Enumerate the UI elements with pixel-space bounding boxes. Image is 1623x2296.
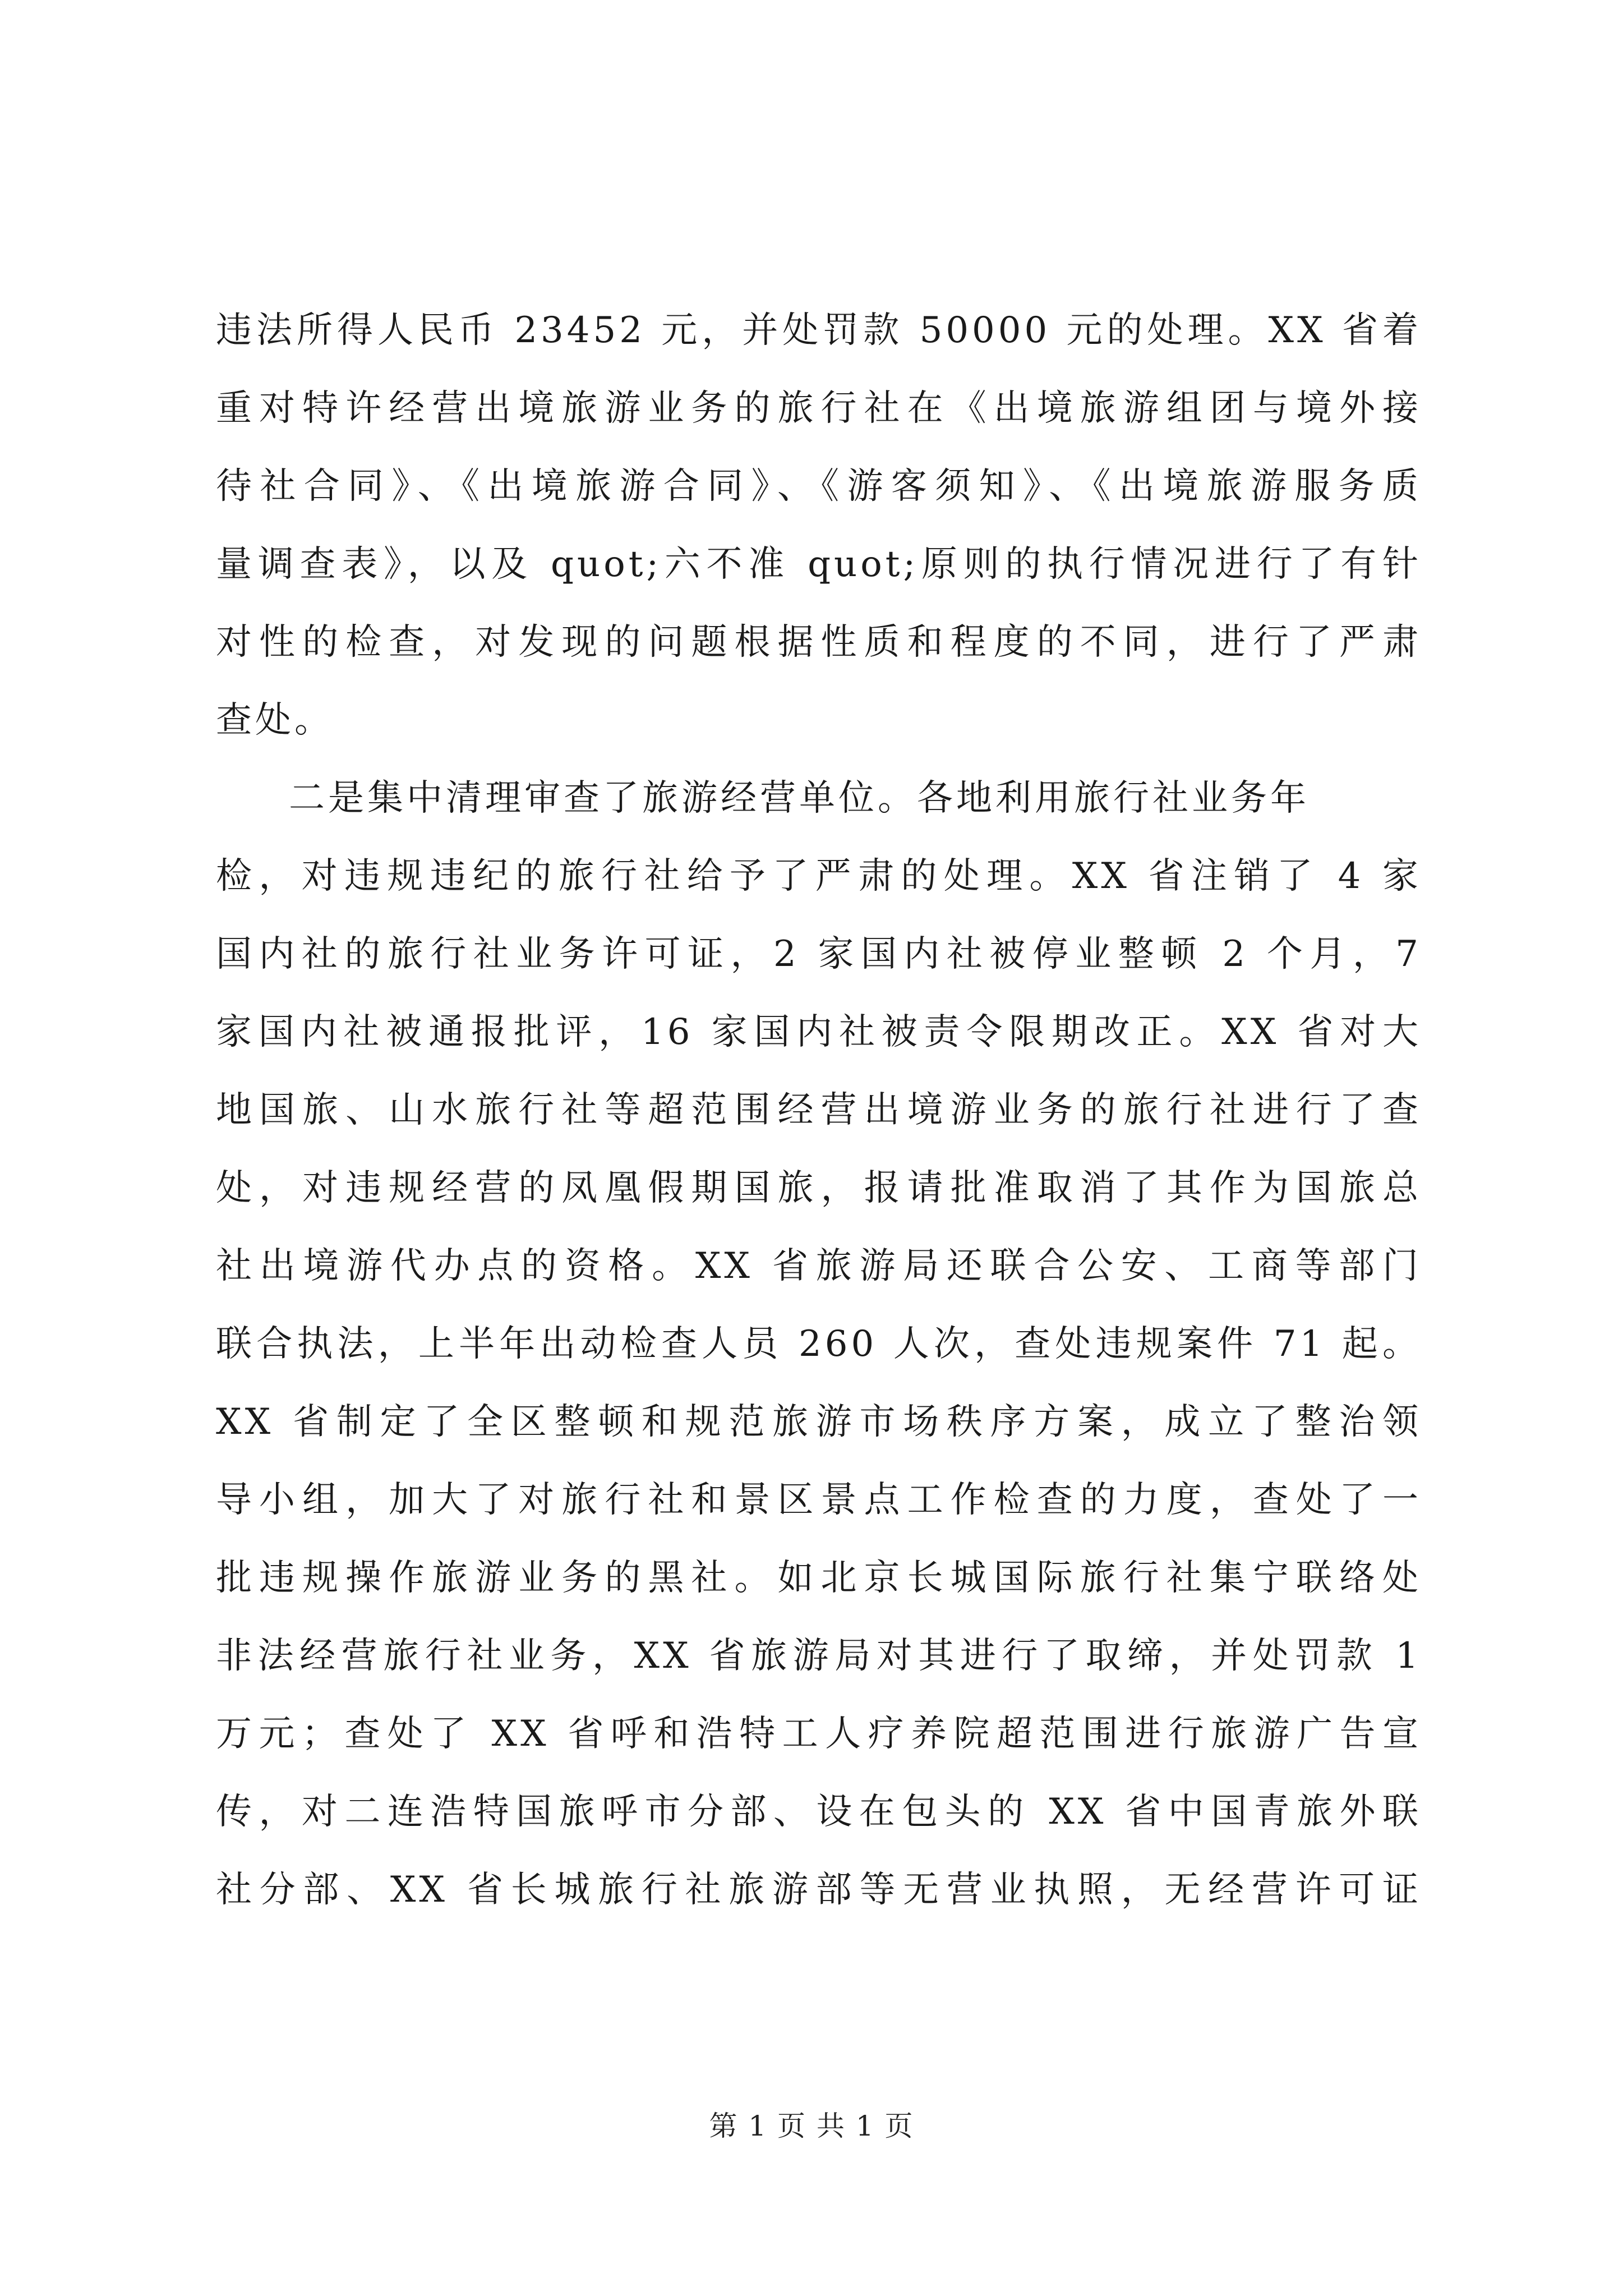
paragraph-2-line-1: 二是集中清理审查了旅游经营单位。各地利用旅行社业务年	[289, 777, 1310, 819]
paragraph-2-line-14: 传，对二连浩特国旅呼市分部、设在包头的 XX 省中国青旅外联	[216, 1791, 1422, 1833]
paragraph-1-line-1: 违法所得人民币 23452 元，并处罚款 50000 元的处理。XX 省着	[216, 310, 1422, 351]
paragraph-2-line-15: 社分部、XX 省长城旅行社旅游部等无营业执照，无经营许可证	[216, 1869, 1422, 1911]
document-body	[216, 292, 1422, 1929]
paragraph-2-line-2: 检，对违规违纪的旅行社给予了严肃的处理。XX 省注销了 4 家	[216, 855, 1422, 897]
paragraph-2-line-10: 导小组，加大了对旅行社和景区景点工作检查的力度，查处了一	[216, 1479, 1422, 1521]
paragraph-2-line-5: 地国旅、山水旅行社等超范围经营出境游业务的旅行社进行了查	[216, 1089, 1422, 1131]
paragraph-1-line-4: 量调查表》，以及 quot;六不准 quot;原则的执行情况进行了有针	[216, 544, 1422, 585]
paragraph-2-line-8: 联合执法，上半年出动检查人员 260 人次，查处违规案件 71 起。	[216, 1323, 1422, 1365]
paragraph-2-line-7: 社出境游代办点的资格。XX 省旅游局还联合公安、工商等部门	[216, 1245, 1422, 1287]
paragraph-2-line-9: XX 省制定了全区整顿和规范旅游市场秩序方案，成立了整治领	[216, 1401, 1422, 1443]
paragraph-2-line-3: 国内社的旅行社业务许可证，2 家国内社被停业整顿 2 个月，7	[216, 933, 1422, 975]
paragraph-1-line-3: 待社合同》、《出境旅游合同》、《游客须知》、《出境旅游服务质	[216, 466, 1422, 507]
page-number-label: 第 1 页 共 1 页	[709, 2110, 914, 2142]
paragraph-1-line-6: 查处。	[216, 700, 334, 741]
paragraph-2-line-6: 处，对违规经营的凤凰假期国旅，报请批准取消了其作为国旅总	[216, 1167, 1422, 1209]
paragraph-1-line-5: 对性的检查，对发现的问题根据性质和程度的不同，进行了严肃	[216, 622, 1422, 663]
paragraph-1-line-2: 重对特许经营出境旅游业务的旅行社在《出境旅游组团与境外接	[216, 388, 1422, 429]
paragraph-2-line-11: 批违规操作旅游业务的黑社。如北京长城国际旅行社集宁联络处	[216, 1557, 1422, 1599]
paragraph-2-line-12: 非法经营旅行社业务，XX 省旅游局对其进行了取缔，并处罚款 1	[216, 1635, 1422, 1677]
page-footer	[0, 2109, 1623, 2143]
paragraph-2-line-4: 家国内社被通报批评，16 家国内社被责令限期改正。XX 省对大	[216, 1011, 1422, 1053]
paragraph-2-line-13: 万元；查处了 XX 省呼和浩特工人疗养院超范围进行旅游广告宣	[216, 1713, 1422, 1755]
